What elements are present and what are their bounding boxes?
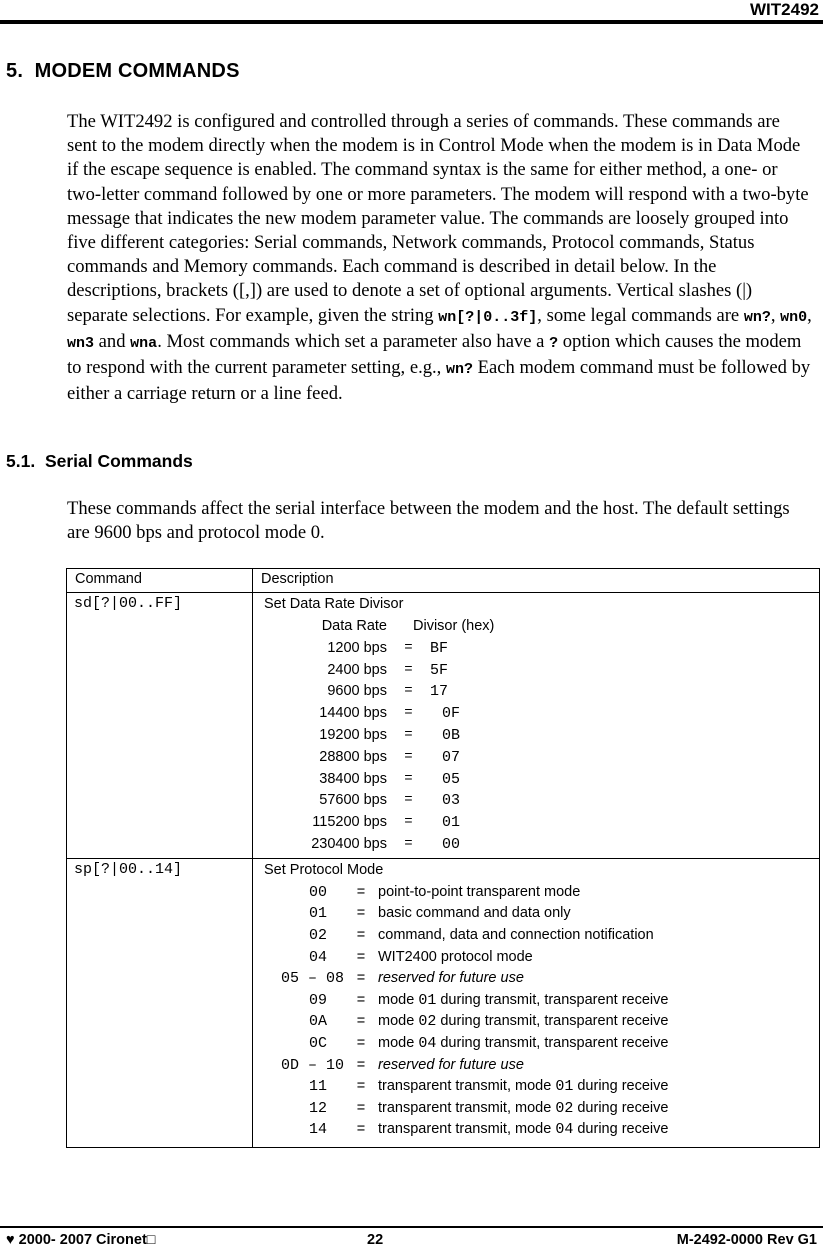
data-rate: 19200 bps	[319, 726, 387, 743]
protocol-description	[378, 1057, 819, 1073]
description-text: mode	[378, 991, 419, 1008]
data-rate: 1200 bps	[327, 639, 387, 656]
description-title: Set Data Rate Divisor	[264, 596, 404, 612]
protocol-description	[378, 905, 819, 921]
equals-sign: =	[356, 883, 366, 900]
section-heading	[6, 60, 240, 83]
protocol-row	[264, 949, 819, 971]
equals-sign: =	[356, 926, 366, 943]
equals-sign: =	[356, 1121, 366, 1138]
equals-sign: =	[356, 991, 366, 1008]
equals-sign: =	[356, 1034, 366, 1051]
protocol-code: 14	[308, 1121, 327, 1139]
equals-sign: =	[356, 1056, 366, 1073]
rate-row	[264, 640, 819, 662]
equals-sign: =	[404, 726, 413, 743]
equals-sign: =	[356, 1013, 366, 1030]
protocol-description	[378, 970, 819, 986]
protocol-row	[264, 905, 819, 927]
divisor-value: 01	[442, 814, 461, 832]
description-text: command, data and connection notification	[378, 926, 654, 943]
mode-code: 02	[555, 1099, 574, 1117]
description-text: during receive	[573, 1078, 669, 1095]
protocol-code: 01	[308, 905, 327, 923]
divisor-value: 0F	[442, 705, 461, 723]
protocol-row	[264, 1057, 819, 1079]
description-text: during transmit, transparent receive	[436, 1013, 669, 1030]
protocol-code: 05 – 08	[280, 970, 344, 988]
equals-sign: =	[404, 835, 413, 852]
section-number: 5.	[6, 60, 24, 82]
divisor-value: 07	[442, 748, 461, 766]
divisor-value: 00	[442, 835, 461, 853]
mode-code: 02	[418, 1013, 437, 1031]
mode-code: 01	[555, 1078, 574, 1096]
equals-sign: =	[404, 705, 413, 722]
intro-paragraph	[67, 110, 812, 406]
rate-row	[264, 836, 819, 858]
intro-text: ,	[770, 304, 781, 326]
rate-row	[264, 749, 819, 771]
data-rate: 14400 bps	[319, 705, 387, 722]
protocol-code: 00	[308, 883, 327, 901]
intro-code: wn3	[67, 334, 95, 352]
description-text: mode	[378, 1034, 419, 1051]
protocol-row	[264, 970, 819, 992]
data-rate: 38400 bps	[319, 770, 387, 787]
section-title: MODEM COMMANDS	[34, 60, 240, 82]
mode-code: 04	[418, 1034, 437, 1052]
subsection-heading	[6, 451, 193, 472]
rate-row	[264, 771, 819, 793]
description-text: during transmit, transparent receive	[436, 1034, 669, 1051]
protocol-row	[264, 992, 819, 1014]
protocol-code: 0D – 10	[280, 1056, 344, 1074]
divisor-value: BF	[430, 639, 449, 657]
protocol-row	[264, 927, 819, 949]
equals-sign: =	[356, 905, 366, 922]
column-header-command: Command	[67, 569, 253, 593]
equals-sign: =	[404, 748, 413, 765]
equals-sign: =	[356, 1099, 366, 1116]
intro-code: wn0	[780, 308, 808, 326]
mode-code: 04	[555, 1121, 574, 1139]
footer-copyright: ♥ 2000- 2007 Cironet□	[6, 1232, 156, 1248]
equals-sign: =	[356, 948, 366, 965]
header-title: WIT2492	[750, 0, 819, 19]
equals-sign: =	[404, 683, 413, 700]
protocol-list	[264, 884, 819, 1147]
protocol-code: 09	[308, 991, 327, 1009]
description-text: transparent transmit, mode	[378, 1078, 556, 1095]
protocol-code: 11	[308, 1078, 327, 1096]
data-rate: 115200 bps	[312, 814, 387, 831]
protocol-row	[264, 1121, 819, 1143]
subsection-title: Serial Commands	[44, 451, 193, 471]
description-text: during transmit, transparent receive	[436, 991, 669, 1008]
intro-text: . Most commands which set a parameter also have a	[157, 330, 550, 352]
protocol-description	[378, 884, 819, 900]
protocol-code: 02	[308, 926, 327, 944]
protocol-code: 12	[308, 1099, 327, 1117]
intro-text: ,	[807, 304, 812, 326]
equals-sign: =	[356, 970, 366, 987]
intro-text: Each modem command must be followed by either a carriage return or a line feed.	[67, 357, 811, 405]
rate-row	[264, 705, 819, 727]
rate-row	[264, 662, 819, 684]
intro-text: , some legal commands are	[537, 304, 744, 326]
description-sp	[253, 858, 820, 1147]
intro-code: wn?	[743, 308, 771, 326]
intro-text: and	[94, 330, 131, 352]
rate-column-label: Data Rate	[321, 618, 387, 634]
data-rate: 2400 bps	[327, 661, 387, 678]
equals-sign: =	[356, 1078, 366, 1095]
protocol-row	[264, 1100, 819, 1122]
protocol-description	[378, 1100, 819, 1117]
protocol-description	[378, 927, 819, 943]
divisor-value: 17	[430, 683, 449, 701]
reserved-note: reserved for future use	[378, 1056, 524, 1073]
intro-code: ?	[549, 334, 559, 352]
rate-list	[264, 640, 819, 858]
intro-code: wn[?|0..3f]	[438, 308, 538, 326]
divisor-value: 5F	[430, 661, 449, 679]
protocol-description	[378, 1078, 819, 1095]
description-text: WIT2400 protocol mode	[378, 948, 533, 965]
intro-text: The WIT2492 is configured and controlled through a series of commands. These commands are sent to the modem directly when the modem is in Control Mode when the modem is in Data Mode if the escape sequence is enabled. The command syntax is the same for either method, a one- or two-letter command followed by one or more parameters. The modem will respond with a two-byte message that indicates the new modem parameter value. The commands are loosely grouped into five different categories: Serial commands, Network commands, Protocol commands, Status commands and Memory commands. Each command is described in detail below. In the descriptions, brackets ([,]) are used to denote a set of optional arguments. Vertical slashes (|) separate selections. For example, given the string	[67, 111, 809, 326]
protocol-code: 04	[308, 948, 327, 966]
equals-sign: =	[404, 661, 413, 678]
serial-intro-paragraph: These commands affect the serial interface between the modem and the host. The default settings are 9600 bps and protocol mode 0.	[67, 498, 790, 544]
rate-row	[264, 814, 819, 836]
description-text: point-to-point transparent mode	[378, 883, 581, 900]
description-text: basic command and data only	[378, 905, 571, 922]
divisor-column-label: Divisor (hex)	[413, 618, 495, 634]
equals-sign: =	[404, 639, 413, 656]
footer-page-number: 22	[367, 1232, 384, 1248]
reserved-note: reserved for future use	[378, 970, 524, 987]
protocol-row	[264, 1035, 819, 1057]
rate-row	[264, 727, 819, 749]
commands-table	[66, 568, 820, 1148]
footer-doc-number: M-2492-0000 Rev G1	[676, 1232, 817, 1248]
data-rate: 230400 bps	[311, 835, 387, 852]
data-rate: 28800 bps	[319, 748, 387, 765]
rate-row	[264, 683, 819, 705]
table-row	[67, 858, 820, 1147]
protocol-code: 0A	[308, 1013, 327, 1031]
subsection-number: 5.1.	[6, 451, 36, 471]
equals-sign: =	[404, 770, 413, 787]
description-sd	[253, 593, 820, 859]
description-text: during receive	[573, 1121, 669, 1138]
equals-sign: =	[404, 814, 413, 831]
command-sd: sd[?|00..FF]	[67, 593, 253, 859]
rate-header	[264, 618, 819, 640]
protocol-description	[378, 949, 819, 965]
intro-text: option which causes the modem to respond with the current parameter setting, e.g.,	[67, 330, 802, 379]
protocol-description	[378, 1013, 819, 1030]
table-row	[67, 593, 820, 859]
description-text: during receive	[573, 1099, 669, 1116]
intro-code: wn?	[445, 361, 473, 379]
protocol-description	[378, 1035, 819, 1052]
divisor-value: 0B	[442, 726, 461, 744]
column-header-description: Description	[253, 569, 820, 593]
divisor-value: 03	[442, 792, 461, 810]
protocol-code: 0C	[308, 1034, 327, 1052]
mode-code: 01	[418, 991, 437, 1009]
rate-row	[264, 792, 819, 814]
protocol-description	[378, 992, 819, 1009]
equals-sign: =	[404, 792, 413, 809]
footer-rule	[0, 1226, 823, 1228]
protocol-row	[264, 1013, 819, 1035]
data-rate: 9600 bps	[327, 683, 387, 700]
data-rate: 57600 bps	[319, 792, 387, 809]
description-text: transparent transmit, mode	[378, 1121, 556, 1138]
command-sp: sp[?|00..14]	[67, 858, 253, 1147]
description-text: mode	[378, 1013, 419, 1030]
table-header-row	[67, 569, 820, 593]
header-rule	[0, 20, 823, 24]
intro-code: wna	[130, 334, 158, 352]
protocol-row	[264, 884, 819, 906]
description-title: Set Protocol Mode	[264, 861, 384, 878]
protocol-description	[378, 1121, 819, 1138]
divisor-value: 05	[442, 770, 461, 788]
description-text: transparent transmit, mode	[378, 1099, 556, 1116]
protocol-row	[264, 1078, 819, 1100]
